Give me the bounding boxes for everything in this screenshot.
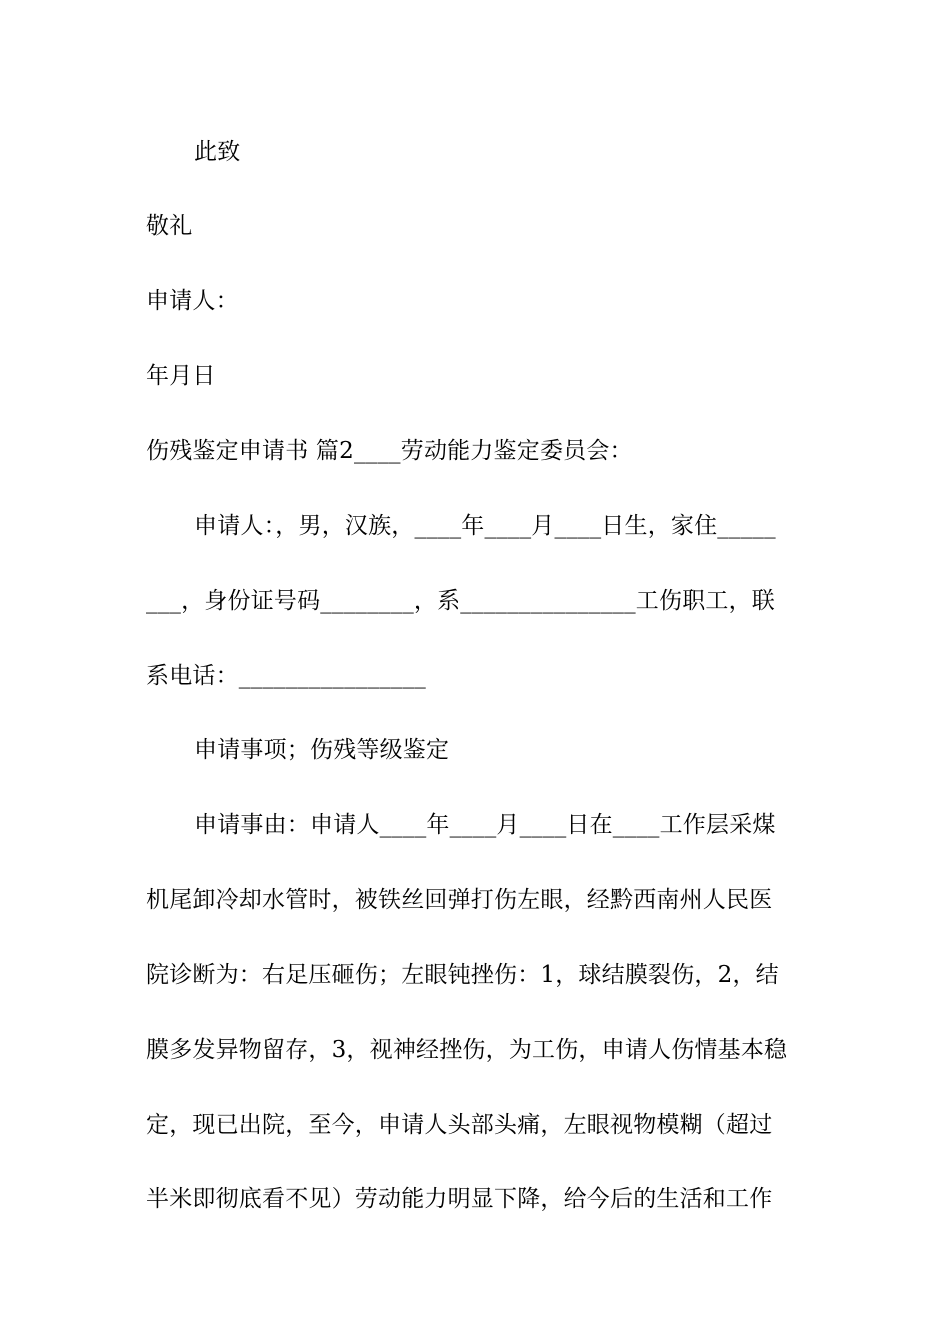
respect-greeting: 敬礼 (146, 213, 193, 239)
date-line: 年月日 (146, 363, 216, 389)
applicant-signature-label: 申请人： (146, 288, 239, 314)
reason-line-2: 机尾卸冷却水管时，被铁丝回弹打伤左眼，经黔西南州人民医 (146, 887, 773, 913)
section-heading: 伤残鉴定申请书 篇2____劳动能力鉴定委员会： (146, 438, 633, 464)
closing-salutation: 此致 (194, 139, 241, 165)
reason-line-4: 膜多发异物留存，3，视神经挫伤，为工伤，申请人伤情基本稳 (146, 1037, 788, 1063)
reason-line-3: 院诊断为：右足压砸伤；左眼钝挫伤：1，球结膜裂伤，2，结 (146, 962, 779, 988)
applicant-info-line-1: 申请人：，男，汉族，____年____月____日生，家住_____ (194, 513, 776, 539)
applicant-info-line-3: 系电话：________________ (146, 663, 426, 689)
reason-line-6: 半米即彻底看不见）劳动能力明显下降，给今后的生活和工作 (146, 1186, 773, 1212)
reason-line-1: 申请事由：申请人____年____月____日在____工作层采煤 (194, 812, 776, 838)
reason-line-5: 定，现已出院，至今，申请人头部头痛，左眼视物模糊（超过 (146, 1112, 773, 1138)
applicant-info-line-2: ___，身份证号码________，系_______________工伤职工，联 (146, 588, 775, 614)
request-item: 申请事项；伤残等级鉴定 (194, 737, 450, 763)
